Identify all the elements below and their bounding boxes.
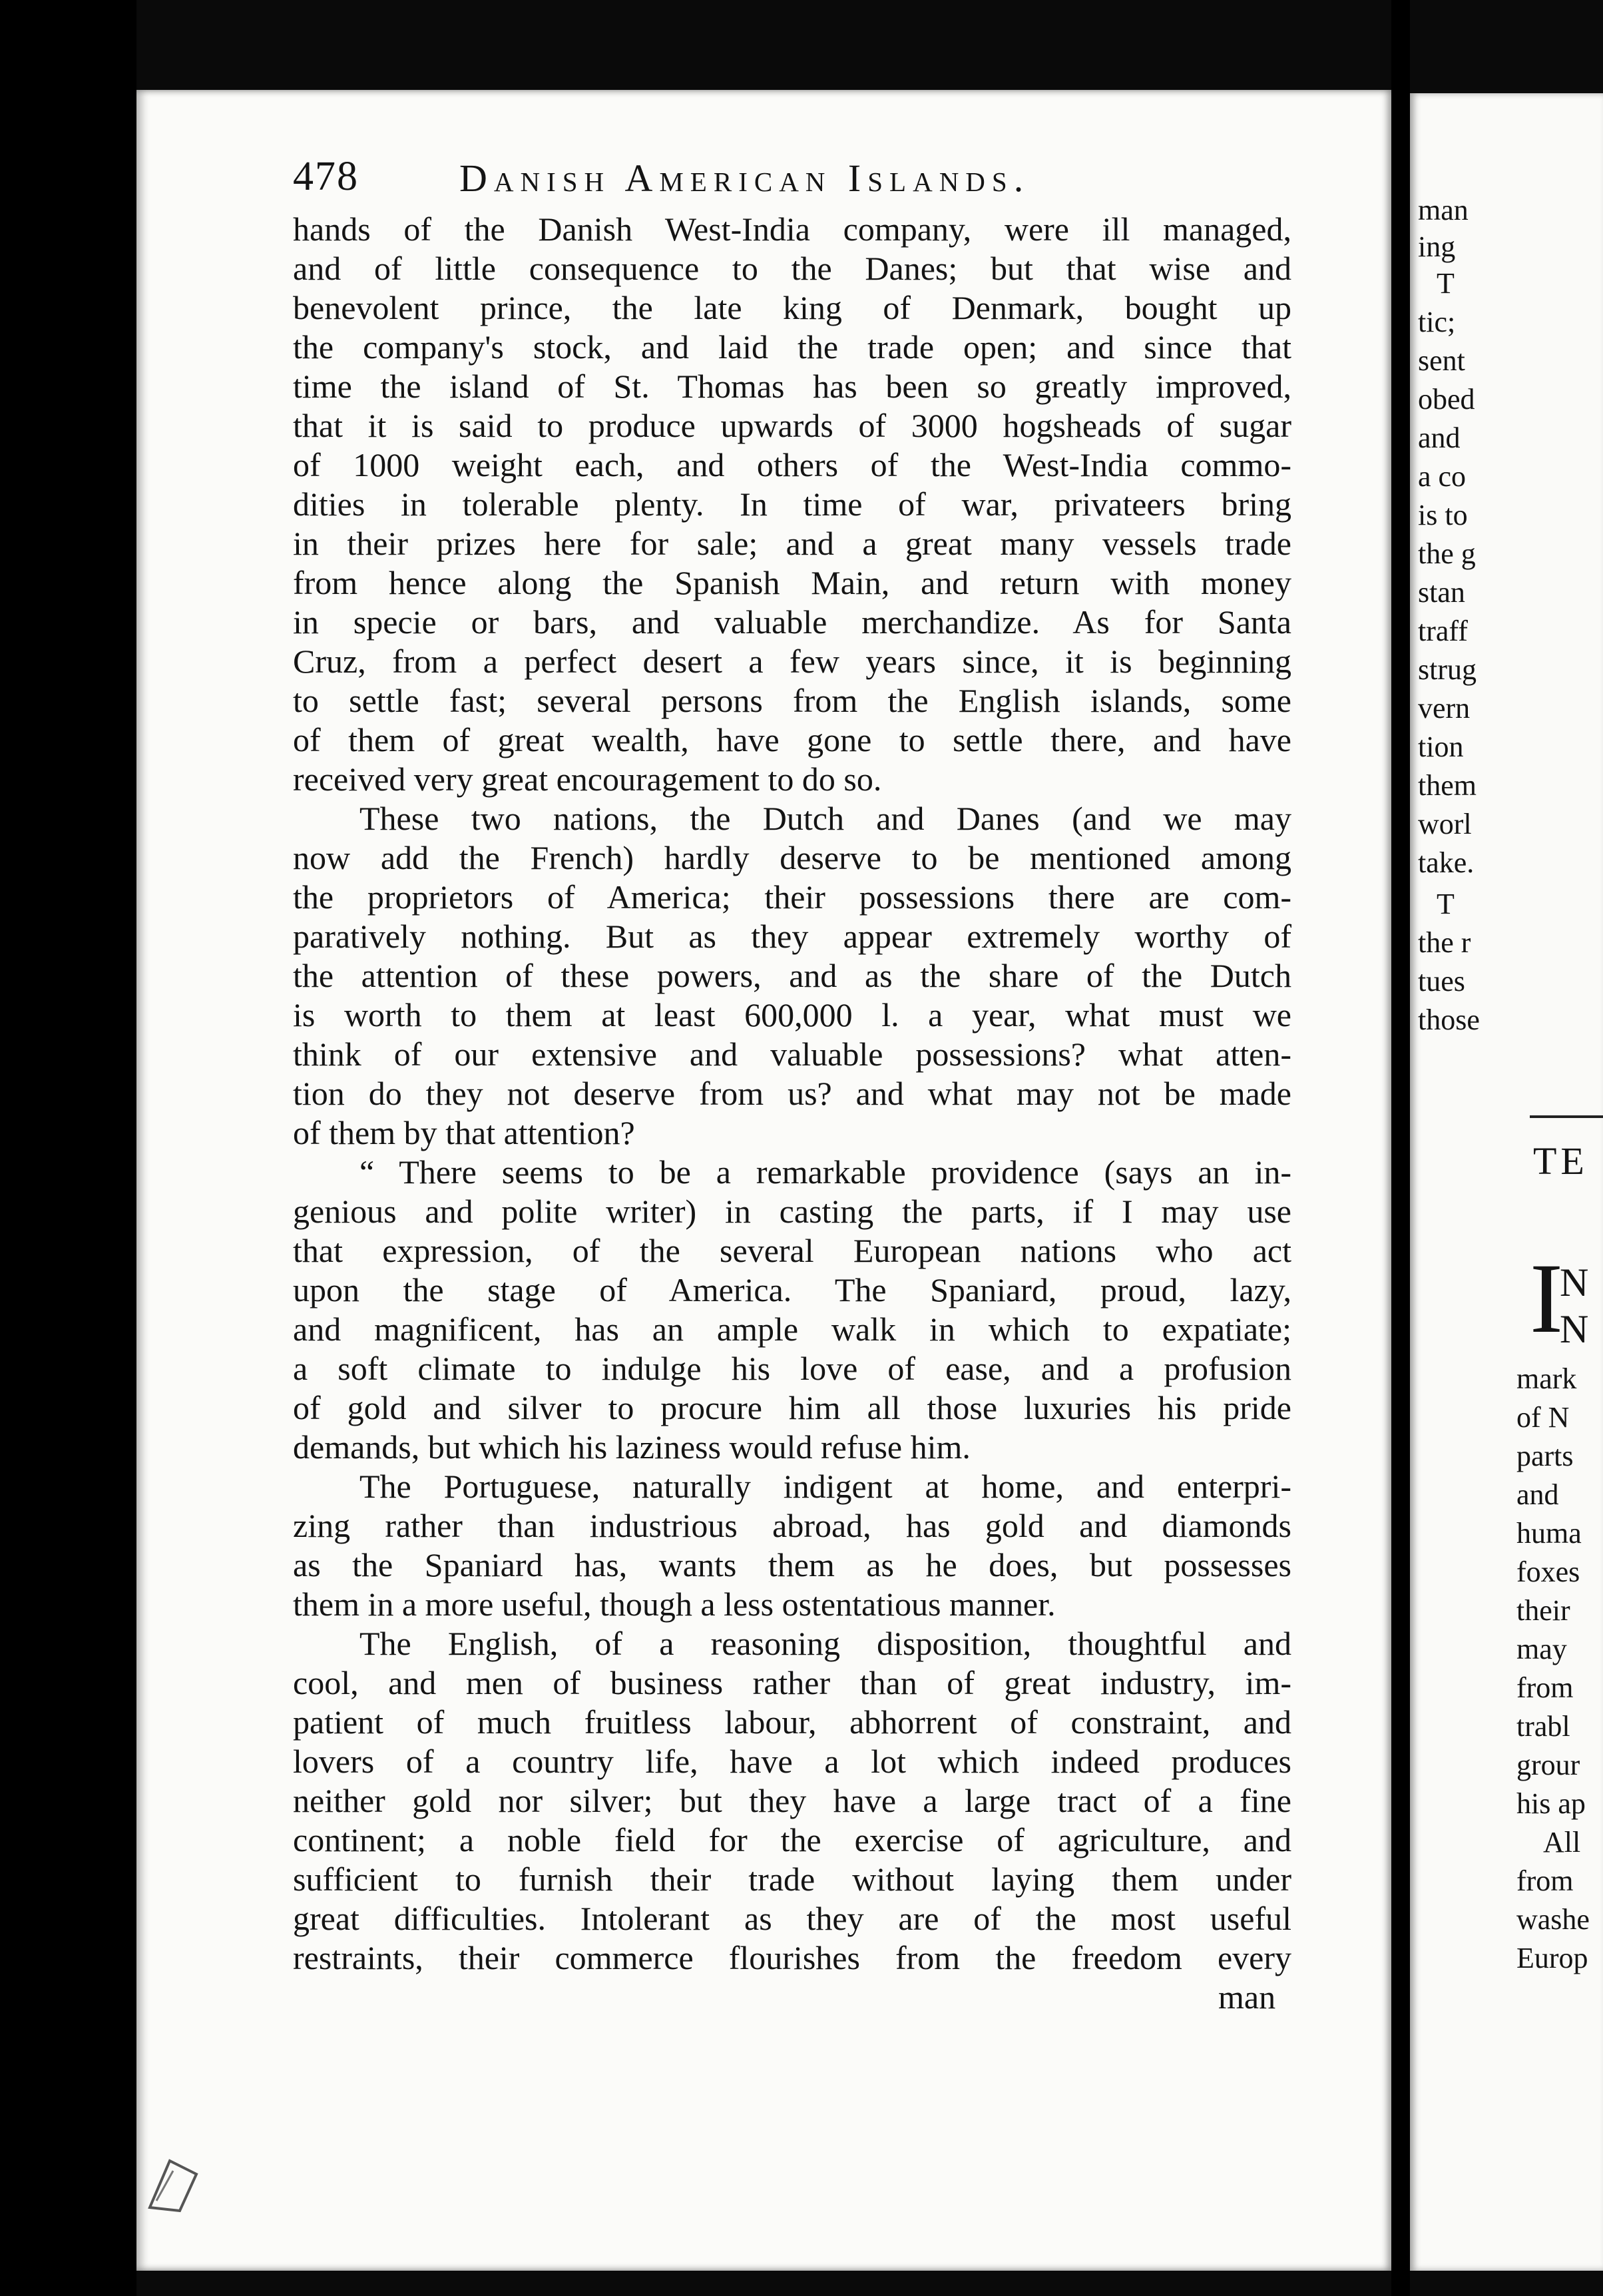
text-line: is worth to them at least 600,000 l. a year, what must we [293, 996, 1291, 1033]
text-line: received very great encouragement to do so. [293, 760, 882, 798]
right-page-line: the r [1418, 926, 1471, 959]
text-line: great difficulties. Intolerant as they are of the most useful [293, 1900, 1291, 1937]
text-line: of 1000 weight each, and others of the West-India commo- [293, 446, 1291, 483]
text-line: that expression, of the several European nations who act [293, 1232, 1291, 1269]
text-line: them in a more useful, though a less ostentatious manner. [293, 1585, 1056, 1623]
right-page-line: tic; [1418, 306, 1456, 338]
page-number: 478 [293, 154, 359, 199]
right-page [1410, 93, 1603, 2271]
catchword: man [1218, 1978, 1276, 2016]
text-line: “ There seems to be a remarkable providence (says an in- [359, 1153, 1291, 1191]
text-line: of gold and silver to procure him all those luxuries his pride [293, 1389, 1291, 1426]
text-line: of them by that attention? [293, 1114, 635, 1151]
right-page-line: foxes [1516, 1556, 1580, 1588]
right-page-line: man [1418, 194, 1469, 226]
right-page-line: a co [1418, 460, 1467, 493]
text-line: the attention of these powers, and as the share of the Dutch [293, 957, 1291, 994]
text-line: upon the stage of America. The Spaniard, proud, lazy, [293, 1271, 1291, 1308]
text-line: dities in tolerable plenty. In time of war, privateers bring [293, 485, 1291, 523]
text-line: a soft climate to indulge his love of ease, and a profusion [293, 1350, 1291, 1387]
right-page-line: traff [1418, 615, 1468, 647]
text-line: The Portuguese, naturally indigent at home, and enterpri- [359, 1468, 1291, 1505]
right-page-line: washe [1516, 1903, 1590, 1936]
text-line: Cruz, from a perfect desert a few years since, it is beginning [293, 643, 1291, 680]
text-line: neither gold nor silver; but they have a large tract of a fine [293, 1782, 1291, 1819]
right-page-line: them [1418, 769, 1477, 802]
right-page-line: stan [1418, 576, 1465, 609]
text-line: think of our extensive and valuable possessions? what atten- [293, 1035, 1291, 1073]
right-page-line: their [1516, 1594, 1570, 1627]
text-line: of them of great wealth, have gone to settle there, and have [293, 721, 1291, 758]
text-line: in their prizes here for sale; and a great many vessels trade [293, 525, 1291, 562]
right-page-line: of N [1516, 1401, 1570, 1434]
right-page-line: worl [1418, 808, 1472, 840]
right-page-line: is to [1418, 499, 1468, 531]
text-line: the proprietors of America; their possessions there are com- [293, 878, 1291, 916]
text-line: continent; a noble field for the exercise of agriculture, and [293, 1821, 1291, 1859]
text-line: and magnificent, has an ample walk in which to expatiate; [293, 1310, 1291, 1348]
right-page-line: parts [1516, 1440, 1574, 1472]
section-heading: TE [1533, 1139, 1588, 1183]
right-page-line: strug [1418, 653, 1477, 686]
section-rule [1530, 1115, 1603, 1118]
right-page-line: and [1418, 422, 1461, 454]
right-page-line: All [1543, 1826, 1581, 1859]
text-line: paratively nothing. But as they appear extremely worthy of [293, 918, 1291, 955]
right-page-line: N [1560, 1312, 1589, 1346]
text-line: restraints, their commerce flourishes from the freedom every [293, 1939, 1291, 1976]
text-line: the company's stock, and laid the trade open; and since that [293, 328, 1291, 366]
text-line: now add the French) hardly deserve to be mentioned among [293, 839, 1291, 876]
drop-cap: I [1530, 1243, 1563, 1354]
text-line: The English, of a reasoning disposition, thoughtful and [359, 1625, 1291, 1662]
text-line: demands, but which his laziness would refuse him. [293, 1428, 971, 1466]
body-text [293, 210, 1291, 1978]
text-line: time the island of St. Thomas has been so greatly improved, [293, 368, 1291, 405]
text-line: that it is said to produce upwards of 3000 hogsheads of sugar [293, 407, 1291, 444]
right-page-line: vern [1418, 692, 1471, 724]
right-page-line: and [1516, 1478, 1559, 1511]
right-page-line: take. [1418, 846, 1475, 879]
right-page-line: his ap [1516, 1787, 1586, 1820]
right-page-line: huma [1516, 1517, 1582, 1550]
right-page-line: from [1516, 1671, 1574, 1704]
right-page-line: ing [1418, 230, 1456, 263]
text-line: These two nations, the Dutch and Danes (and we may [359, 800, 1291, 837]
text-line: tion do they not deserve from us? and what may not be made [293, 1075, 1291, 1112]
right-page-line: the g [1418, 537, 1476, 570]
right-page-line: mark [1516, 1362, 1577, 1395]
text-line: patient of much fruitless labour, abhorrent of constraint, and [293, 1703, 1291, 1741]
text-line: lovers of a country life, have a lot which indeed produces [293, 1743, 1291, 1780]
text-line: hands of the Danish West-India company, were ill managed, [293, 210, 1291, 248]
right-page-line: grour [1516, 1749, 1580, 1781]
text-line: benevolent prince, the late king of Denmark, bought up [293, 289, 1291, 326]
page-header [293, 153, 1291, 206]
right-page-line: T [1437, 888, 1455, 920]
right-page-line: N [1560, 1265, 1589, 1300]
text-line: to settle fast; several persons from the English islands, some [293, 682, 1291, 719]
right-page-line: T [1437, 267, 1455, 300]
right-page-line: those [1418, 1004, 1480, 1036]
right-page-line: tues [1418, 965, 1465, 998]
text-line: cool, and men of business rather than of great industry, im- [293, 1664, 1291, 1701]
right-page-line: tion [1418, 730, 1464, 763]
right-page-line: trabl [1516, 1710, 1570, 1743]
scan-border-left [0, 0, 136, 2296]
right-page-line: obed [1418, 383, 1475, 416]
text-line: and of little consequence to the Danes; but that wise and [293, 250, 1291, 287]
text-line: sufficient to furnish their trade without laying them under [293, 1861, 1291, 1898]
right-page-line: from [1516, 1865, 1574, 1897]
running-title: Danish American Islands. [459, 156, 1030, 200]
right-page-line: sent [1418, 344, 1465, 377]
page-corner-fold-icon [143, 2154, 203, 2214]
text-line: in specie or bars, and valuable merchandize. As for Santa [293, 603, 1291, 641]
text-line: from hence along the Spanish Main, and return with money [293, 564, 1291, 601]
text-line: as the Spaniard has, wants them as he does, but possesses [293, 1546, 1291, 1583]
text-line: zing rather than industrious abroad, has gold and diamonds [293, 1507, 1291, 1544]
book-gutter [1391, 0, 1410, 2296]
right-page-line: may [1516, 1633, 1567, 1665]
right-page-line: Europ [1516, 1942, 1588, 1974]
text-line: genious and polite writer) in casting the parts, if I may use [293, 1193, 1291, 1230]
